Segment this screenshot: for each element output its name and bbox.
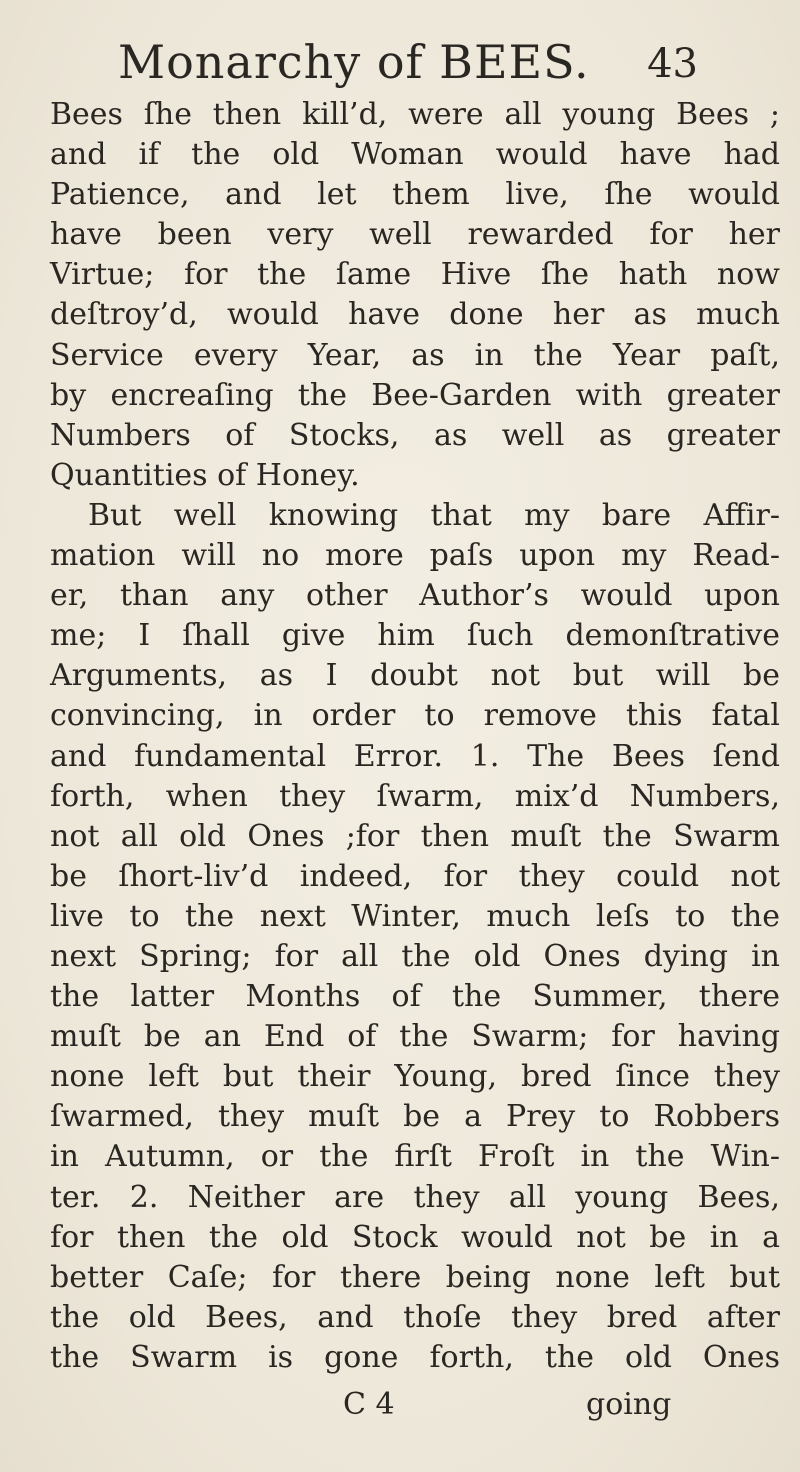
text-line: in Autumn, or the firſt Froſt in the Win-: [50, 1139, 780, 1175]
text-line: muſt be an End of the Swarm; for having: [50, 1019, 780, 1055]
paragraph-start-line: But well knowing that my bare Affir-: [88, 497, 780, 533]
running-title: Monarchy of BEES.: [118, 35, 590, 89]
body-text: [50, 95, 780, 1378]
text-line: be ſhort-liv’d indeed, for they could not: [50, 858, 780, 894]
text-line: Patience, and let them live, ſhe would: [50, 177, 780, 213]
text-line: the Swarm is gone forth, the old Ones: [50, 1339, 780, 1375]
text-line: have been very well rewarded for her: [50, 217, 780, 253]
text-line: the latter Months of the Summer, there: [50, 979, 780, 1015]
paragraph-end-line: Quantities of Honey.: [50, 457, 360, 493]
text-line: deſtroy’d, would have done her as much: [50, 297, 780, 333]
text-line: Bees ſhe then kill’d, were all young Bees ;: [50, 97, 780, 132]
text-line: Arguments, as I doubt not but will be: [50, 658, 780, 694]
text-line: ter. 2. Neither are they all young Bees,: [50, 1179, 780, 1215]
signature-mark: C 4: [343, 1387, 395, 1422]
text-line: for then the old Stock would not be in a: [50, 1219, 780, 1255]
catchword: going: [586, 1387, 672, 1422]
page-number: 43: [647, 41, 698, 87]
text-line: next Spring; for all the old Ones dying in: [50, 938, 780, 974]
text-line: live to the next Winter, much leſs to the: [50, 898, 780, 934]
text-line: and fundamental Error. 1. The Bees ſend: [50, 738, 780, 774]
text-line: convincing, in order to remove this fatal: [50, 698, 780, 734]
running-head: [118, 32, 698, 92]
catchline: [0, 1385, 800, 1425]
text-line: better Caſe; for there being none left but: [50, 1259, 780, 1295]
text-line: me; I ſhall give him ſuch demonſtrative: [50, 618, 780, 654]
text-line: ſwarmed, they muſt be a Prey to Robbers: [50, 1099, 780, 1135]
text-line: forth, when they ſwarm, mix’d Numbers,: [50, 778, 780, 814]
text-line: er, than any other Author’s would upon: [50, 578, 780, 614]
text-line: Numbers of Stocks, as well as greater: [50, 417, 780, 453]
text-line: none left but their Young, bred ſince they: [50, 1059, 780, 1095]
text-line: not all old Ones ;for then muſt the Swarm: [50, 818, 780, 854]
text-line: Virtue; for the ſame Hive ſhe hath now: [50, 257, 780, 293]
text-line: and if the old Woman would have had: [50, 137, 780, 173]
text-line: by encreaſing the Bee-Garden with greater: [50, 377, 780, 413]
text-line: mation will no more paſs upon my Read-: [50, 538, 780, 574]
text-line: the old Bees, and thoſe they bred after: [50, 1299, 780, 1335]
text-line: Service every Year, as in the Year paſt,: [50, 337, 780, 373]
